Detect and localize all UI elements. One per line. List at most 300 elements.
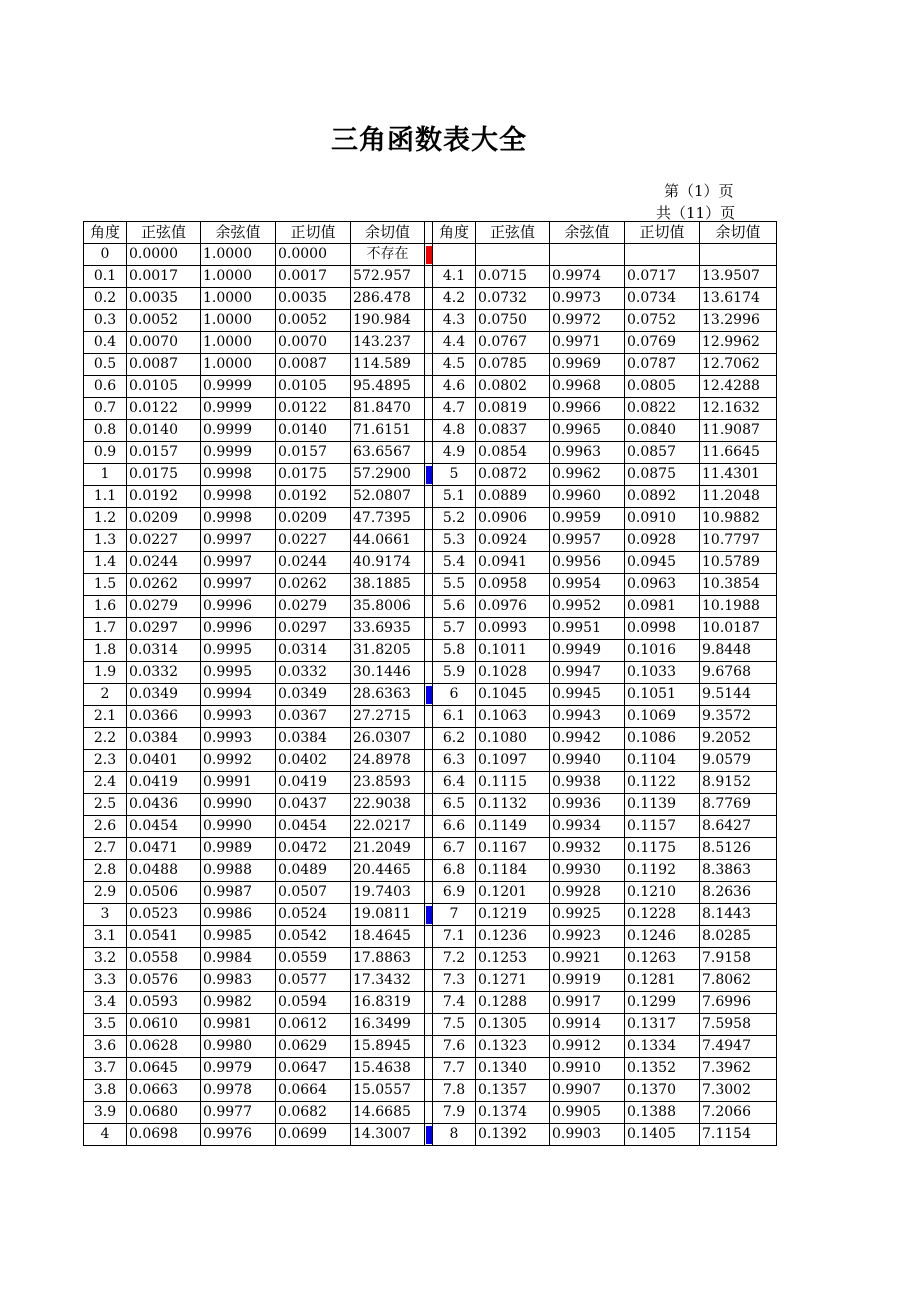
sine-cell: 0.0192: [127, 486, 201, 508]
cosine-cell: 0.9999: [201, 420, 276, 442]
cosine-cell: 0.9912: [550, 1036, 625, 1058]
tangent-cell: 0.1139: [625, 794, 700, 816]
cosine-cell: 0.9907: [550, 1080, 625, 1102]
angle-cell: 1.5: [84, 574, 127, 596]
angle-cell: 6.4: [433, 772, 476, 794]
tangent-cell: 0.1246: [625, 926, 700, 948]
tangent-cell: 0.0140: [276, 420, 351, 442]
angle-cell: 7.8: [433, 1080, 476, 1102]
angle-cell: 6.1: [433, 706, 476, 728]
cotangent-cell: 15.0557: [351, 1080, 425, 1102]
cotangent-cell: 44.0661: [351, 530, 425, 552]
tangent-cell: 0.0928: [625, 530, 700, 552]
table-row: [84, 926, 777, 948]
cotangent-cell: 7.2066: [700, 1102, 777, 1124]
sine-cell: 0.0122: [127, 398, 201, 420]
angle-cell: 4: [84, 1124, 127, 1146]
cotangent-cell: 20.4465: [351, 860, 425, 882]
separator-cell: [425, 574, 433, 596]
cotangent-cell: 18.4645: [351, 926, 425, 948]
angle-cell: 2.7: [84, 838, 127, 860]
cotangent-cell: 9.3572: [700, 706, 777, 728]
table-row: [84, 530, 777, 552]
tangent-cell: 0.0279: [276, 596, 351, 618]
separator-cell: [425, 992, 433, 1014]
separator-cell: [425, 816, 433, 838]
angle-cell: 7: [433, 904, 476, 926]
angle-cell: 7.6: [433, 1036, 476, 1058]
tangent-cell: 0.0419: [276, 772, 351, 794]
tangent-cell: 0.1299: [625, 992, 700, 1014]
cosine-cell: 0.9934: [550, 816, 625, 838]
cotangent-cell: 47.7395: [351, 508, 425, 530]
tangent-cell: 0.0857: [625, 442, 700, 464]
table-row: [84, 552, 777, 574]
tangent-cell: 0.0892: [625, 486, 700, 508]
angle-cell: 2.9: [84, 882, 127, 904]
angle-cell: 1.6: [84, 596, 127, 618]
separator-cell: [425, 1058, 433, 1080]
cotangent-cell: 12.7062: [700, 354, 777, 376]
cosine-cell: 1.0000: [201, 332, 276, 354]
table-row: [84, 266, 777, 288]
table-row: [84, 640, 777, 662]
cosine-cell: 0.9995: [201, 662, 276, 684]
angle-cell: 5: [433, 464, 476, 486]
tangent-cell: 0.0769: [625, 332, 700, 354]
cosine-cell: 0.9971: [550, 332, 625, 354]
sine-cell: 0.0663: [127, 1080, 201, 1102]
page-total: 共（11）页: [656, 204, 736, 222]
cotangent-cell: 13.9507: [700, 266, 777, 288]
header-cosine: 余弦值: [201, 222, 276, 244]
separator-cell: [425, 442, 433, 464]
separator-cell: [425, 838, 433, 860]
table-row: [84, 288, 777, 310]
cosine-cell: 0.9996: [201, 618, 276, 640]
tangent-cell: 0.1281: [625, 970, 700, 992]
cosine-cell: 0.9985: [201, 926, 276, 948]
angle-cell: 5.8: [433, 640, 476, 662]
cosine-cell: 0.9995: [201, 640, 276, 662]
angle-cell: 4.9: [433, 442, 476, 464]
angle-cell: 7.4: [433, 992, 476, 1014]
sine-cell: 0.0314: [127, 640, 201, 662]
cotangent-cell: 26.0307: [351, 728, 425, 750]
angle-cell: 0.8: [84, 420, 127, 442]
cosine-cell: 0.9936: [550, 794, 625, 816]
table-row: [84, 684, 777, 706]
cotangent-cell: 9.0579: [700, 750, 777, 772]
cotangent-cell: 17.8863: [351, 948, 425, 970]
separator-cell: [425, 662, 433, 684]
cotangent-cell: [700, 244, 777, 266]
cosine-cell: 0.9921: [550, 948, 625, 970]
cosine-cell: 0.9986: [201, 904, 276, 926]
sine-cell: 0.1340: [476, 1058, 550, 1080]
cotangent-cell: 8.2636: [700, 882, 777, 904]
cosine-cell: 0.9973: [550, 288, 625, 310]
cosine-cell: 0.9981: [201, 1014, 276, 1036]
sine-cell: 0.0924: [476, 530, 550, 552]
sine-cell: 0.1271: [476, 970, 550, 992]
tangent-cell: 0.0332: [276, 662, 351, 684]
sine-cell: 0.0541: [127, 926, 201, 948]
table-row: [84, 442, 777, 464]
cosine-cell: 0.9988: [201, 860, 276, 882]
tangent-cell: 0.0963: [625, 574, 700, 596]
sine-cell: 0.0680: [127, 1102, 201, 1124]
cotangent-cell: 7.4947: [700, 1036, 777, 1058]
tangent-cell: 0.1033: [625, 662, 700, 684]
cosine-cell: 0.9972: [550, 310, 625, 332]
cosine-cell: 0.9945: [550, 684, 625, 706]
angle-cell: 3.4: [84, 992, 127, 1014]
table-row: [84, 596, 777, 618]
angle-cell: 7.3: [433, 970, 476, 992]
separator-cell: [425, 684, 433, 706]
cotangent-cell: 52.0807: [351, 486, 425, 508]
table-row: [84, 508, 777, 530]
cotangent-cell: 114.589: [351, 354, 425, 376]
cosine-cell: 0.9932: [550, 838, 625, 860]
tangent-cell: 0.0209: [276, 508, 351, 530]
table-row: [84, 332, 777, 354]
separator-cell: [425, 222, 433, 244]
cosine-cell: 0.9998: [201, 464, 276, 486]
cosine-cell: 0.9919: [550, 970, 625, 992]
tangent-cell: 0.0998: [625, 618, 700, 640]
angle-cell: 4.1: [433, 266, 476, 288]
tangent-cell: 0.0227: [276, 530, 351, 552]
cosine-cell: 0.9994: [201, 684, 276, 706]
tangent-cell: 0.0087: [276, 354, 351, 376]
tangent-cell: 0.0017: [276, 266, 351, 288]
cotangent-cell: 7.3962: [700, 1058, 777, 1080]
separator-cell: [425, 948, 433, 970]
cosine-cell: 0.9952: [550, 596, 625, 618]
cosine-cell: 0.9989: [201, 838, 276, 860]
tangent-cell: 0.0612: [276, 1014, 351, 1036]
tangent-cell: 0.1317: [625, 1014, 700, 1036]
tangent-cell: 0.0524: [276, 904, 351, 926]
table-row: [84, 662, 777, 684]
cotangent-cell: 13.2996: [700, 310, 777, 332]
cosine-cell: 0.9910: [550, 1058, 625, 1080]
separator-cell: [425, 486, 433, 508]
angle-cell: 3.8: [84, 1080, 127, 1102]
cosine-cell: 0.9965: [550, 420, 625, 442]
tangent-cell: 0.0559: [276, 948, 351, 970]
cosine-cell: 0.9947: [550, 662, 625, 684]
separator-cell: [425, 882, 433, 904]
cotangent-cell: 8.0285: [700, 926, 777, 948]
cotangent-cell: 30.1446: [351, 662, 425, 684]
tangent-cell: 0.1352: [625, 1058, 700, 1080]
red-marker: [426, 246, 432, 264]
cosine-cell: 0.9917: [550, 992, 625, 1014]
sine-cell: 0.1305: [476, 1014, 550, 1036]
cotangent-cell: 7.3002: [700, 1080, 777, 1102]
table-row: [84, 1124, 777, 1146]
tangent-cell: [625, 244, 700, 266]
cotangent-cell: 27.2715: [351, 706, 425, 728]
separator-cell: [425, 552, 433, 574]
sine-cell: 0.0052: [127, 310, 201, 332]
cosine-cell: 0.9968: [550, 376, 625, 398]
cotangent-cell: 9.8448: [700, 640, 777, 662]
cosine-cell: 0.9940: [550, 750, 625, 772]
cosine-cell: 0.9997: [201, 530, 276, 552]
cosine-cell: 0.9949: [550, 640, 625, 662]
table-row: [84, 1102, 777, 1124]
sine-cell: 0.0227: [127, 530, 201, 552]
sine-cell: 0.0906: [476, 508, 550, 530]
table-row: [84, 948, 777, 970]
separator-cell: [425, 772, 433, 794]
sine-cell: 0.1063: [476, 706, 550, 728]
tangent-cell: 0.0367: [276, 706, 351, 728]
angle-cell: 4.8: [433, 420, 476, 442]
page-title: 三角函数表大全: [331, 125, 527, 156]
separator-cell: [425, 1102, 433, 1124]
tangent-cell: 0.0070: [276, 332, 351, 354]
cosine-cell: 0.9991: [201, 772, 276, 794]
cosine-cell: 0.9990: [201, 794, 276, 816]
tangent-cell: 0.0822: [625, 398, 700, 420]
cosine-cell: 0.9983: [201, 970, 276, 992]
cosine-cell: 0.9993: [201, 728, 276, 750]
tangent-cell: 0.1122: [625, 772, 700, 794]
cotangent-cell: 10.9882: [700, 508, 777, 530]
table-row: [84, 354, 777, 376]
cosine-cell: 0.9956: [550, 552, 625, 574]
tangent-cell: 0.0437: [276, 794, 351, 816]
angle-cell: 5.2: [433, 508, 476, 530]
cotangent-cell: 11.4301: [700, 464, 777, 486]
cosine-cell: 0.9960: [550, 486, 625, 508]
sine-cell: 0.0454: [127, 816, 201, 838]
separator-cell: [425, 706, 433, 728]
angle-cell: 4.7: [433, 398, 476, 420]
angle-cell: 5.7: [433, 618, 476, 640]
tangent-cell: 0.0454: [276, 816, 351, 838]
tangent-cell: 0.0734: [625, 288, 700, 310]
sine-cell: 0.0698: [127, 1124, 201, 1146]
angle-cell: 3.3: [84, 970, 127, 992]
angle-cell: 5.6: [433, 596, 476, 618]
tangent-cell: 0.0262: [276, 574, 351, 596]
table-row: [84, 376, 777, 398]
cosine-cell: 0.9998: [201, 508, 276, 530]
sine-cell: 0.0175: [127, 464, 201, 486]
cosine-cell: 0.9982: [201, 992, 276, 1014]
sine-cell: 0.0628: [127, 1036, 201, 1058]
separator-cell: [425, 728, 433, 750]
cotangent-cell: 40.9174: [351, 552, 425, 574]
tangent-cell: 0.0664: [276, 1080, 351, 1102]
blue-marker: [426, 1126, 432, 1144]
tangent-cell: 0.0840: [625, 420, 700, 442]
tangent-cell: 0.1405: [625, 1124, 700, 1146]
angle-cell: 5.4: [433, 552, 476, 574]
separator-cell: [425, 926, 433, 948]
cosine-cell: 0.9998: [201, 486, 276, 508]
sine-cell: 0.0593: [127, 992, 201, 1014]
cotangent-cell: 57.2900: [351, 464, 425, 486]
table-row: [84, 464, 777, 486]
angle-cell: 5.9: [433, 662, 476, 684]
sine-cell: 0.0645: [127, 1058, 201, 1080]
sine-cell: 0.0035: [127, 288, 201, 310]
sine-cell: 0.0471: [127, 838, 201, 860]
cosine-cell: 0.9905: [550, 1102, 625, 1124]
cotangent-cell: 14.3007: [351, 1124, 425, 1146]
sine-cell: [476, 244, 550, 266]
cotangent-cell: 7.6996: [700, 992, 777, 1014]
separator-cell: [425, 904, 433, 926]
sine-cell: 0.0070: [127, 332, 201, 354]
angle-cell: 6.6: [433, 816, 476, 838]
cosine-cell: 0.9997: [201, 574, 276, 596]
tangent-cell: 0.1104: [625, 750, 700, 772]
angle-cell: 1.2: [84, 508, 127, 530]
cosine-cell: 0.9963: [550, 442, 625, 464]
cosine-cell: 0.9990: [201, 816, 276, 838]
cotangent-cell: 10.5789: [700, 552, 777, 574]
sine-cell: 0.0993: [476, 618, 550, 640]
separator-cell: [425, 354, 433, 376]
sine-cell: 0.0767: [476, 332, 550, 354]
cotangent-cell: 8.7769: [700, 794, 777, 816]
angle-cell: 2.1: [84, 706, 127, 728]
separator-cell: [425, 508, 433, 530]
tangent-cell: 0.0402: [276, 750, 351, 772]
cosine-cell: 0.9925: [550, 904, 625, 926]
cotangent-cell: 286.478: [351, 288, 425, 310]
angle-cell: 6.9: [433, 882, 476, 904]
separator-cell: [425, 464, 433, 486]
tangent-cell: 0.0314: [276, 640, 351, 662]
cosine-cell: 0.9999: [201, 376, 276, 398]
cosine-cell: 0.9979: [201, 1058, 276, 1080]
cotangent-cell: 10.3854: [700, 574, 777, 596]
sine-cell: 0.0366: [127, 706, 201, 728]
separator-cell: [425, 640, 433, 662]
cotangent-cell: 22.9038: [351, 794, 425, 816]
table-row: [84, 1036, 777, 1058]
sine-cell: 0.0209: [127, 508, 201, 530]
cotangent-cell: 7.8062: [700, 970, 777, 992]
cosine-cell: 0.9977: [201, 1102, 276, 1124]
angle-cell: 8: [433, 1124, 476, 1146]
separator-cell: [425, 244, 433, 266]
tangent-cell: 0.0717: [625, 266, 700, 288]
angle-cell: 2: [84, 684, 127, 706]
tangent-cell: 0.0981: [625, 596, 700, 618]
cosine-cell: 0.9993: [201, 706, 276, 728]
cosine-cell: 0.9966: [550, 398, 625, 420]
sine-cell: 0.0017: [127, 266, 201, 288]
cotangent-cell: 35.8006: [351, 596, 425, 618]
separator-cell: [425, 266, 433, 288]
angle-cell: 0.9: [84, 442, 127, 464]
table-row: [84, 728, 777, 750]
table-row: [84, 750, 777, 772]
sine-cell: 0.0140: [127, 420, 201, 442]
sine-cell: 0.1253: [476, 948, 550, 970]
tangent-cell: 0.0157: [276, 442, 351, 464]
angle-cell: 2.6: [84, 816, 127, 838]
separator-cell: [425, 1124, 433, 1146]
sine-cell: 0.0958: [476, 574, 550, 596]
cosine-cell: 0.9984: [201, 948, 276, 970]
header-tangent: 正切值: [625, 222, 700, 244]
header-row: [84, 222, 777, 244]
tangent-cell: 0.0507: [276, 882, 351, 904]
table-row: [84, 1080, 777, 1102]
tangent-cell: 0.0384: [276, 728, 351, 750]
tangent-cell: 0.0000: [276, 244, 351, 266]
sine-cell: 0.0506: [127, 882, 201, 904]
cosine-cell: 0.9997: [201, 552, 276, 574]
tangent-cell: 0.0349: [276, 684, 351, 706]
cosine-cell: 0.9914: [550, 1014, 625, 1036]
cotangent-cell: 28.6363: [351, 684, 425, 706]
angle-cell: 0.2: [84, 288, 127, 310]
tangent-cell: 0.0647: [276, 1058, 351, 1080]
table-row: [84, 1014, 777, 1036]
angle-cell: 0.7: [84, 398, 127, 420]
separator-cell: [425, 860, 433, 882]
sine-cell: 0.1080: [476, 728, 550, 750]
cotangent-cell: 23.8593: [351, 772, 425, 794]
cotangent-cell: 95.4895: [351, 376, 425, 398]
cotangent-cell: 16.3499: [351, 1014, 425, 1036]
angle-cell: 5.3: [433, 530, 476, 552]
cotangent-cell: 71.6151: [351, 420, 425, 442]
blue-marker: [426, 906, 432, 924]
tangent-cell: 0.0945: [625, 552, 700, 574]
angle-cell: 7.7: [433, 1058, 476, 1080]
sine-cell: 0.1392: [476, 1124, 550, 1146]
separator-cell: [425, 618, 433, 640]
tangent-cell: 0.0105: [276, 376, 351, 398]
tangent-cell: 0.0035: [276, 288, 351, 310]
sine-cell: 0.0976: [476, 596, 550, 618]
angle-cell: [433, 244, 476, 266]
angle-cell: 3.9: [84, 1102, 127, 1124]
page-number: 第（1）页: [664, 182, 734, 200]
tangent-cell: 0.0787: [625, 354, 700, 376]
trig-table: [83, 221, 777, 1146]
table-row: [84, 794, 777, 816]
cosine-cell: [550, 244, 625, 266]
sine-cell: 0.0941: [476, 552, 550, 574]
cotangent-cell: 13.6174: [700, 288, 777, 310]
cotangent-cell: 22.0217: [351, 816, 425, 838]
cotangent-cell: 10.1988: [700, 596, 777, 618]
table-row: [84, 816, 777, 838]
sine-cell: 0.0401: [127, 750, 201, 772]
cosine-cell: 0.9959: [550, 508, 625, 530]
tangent-cell: 0.1069: [625, 706, 700, 728]
sine-cell: 0.0279: [127, 596, 201, 618]
angle-cell: 6.5: [433, 794, 476, 816]
angle-cell: 2.3: [84, 750, 127, 772]
cotangent-cell: 8.5126: [700, 838, 777, 860]
tangent-cell: 0.0910: [625, 508, 700, 530]
